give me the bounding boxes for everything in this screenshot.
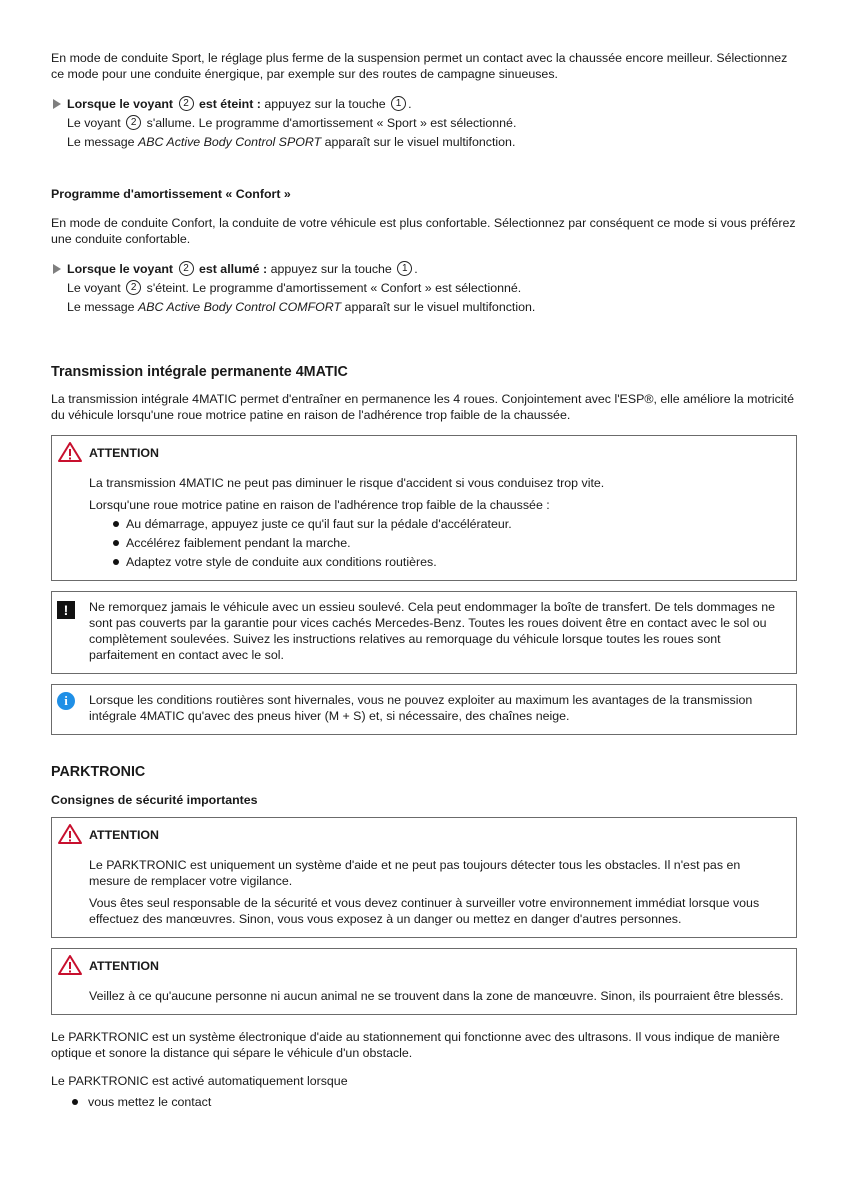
attention-box xyxy=(51,948,797,1015)
sport-result-2 xyxy=(51,134,797,150)
attention-title: ATTENTION xyxy=(89,828,159,842)
sport-intro: En mode de conduite Sport, le réglage plus ferme de la suspension permet un contact avec la chaussée encore meilleur. Sélectionnez ce mode pour une conduite énergique, par exemple sur des routes de campagne sinueuses. xyxy=(51,51,788,81)
exclamation-square-icon: ! xyxy=(57,601,75,619)
indicator-number-icon: 2 xyxy=(126,115,141,130)
attention-text: Vous êtes seul responsable de la sécurité et vous devez continuer à surveiller votre environnement immédiat lorsque vous effectuez des manœuvres. Sinon, vous vous exposez à un danger ou mettez en danger d'autres personnes. xyxy=(89,896,760,926)
matic-intro: La transmission intégrale 4MATIC permet d'entraîner en permanence les 4 roues. Conjointement avec l'ESP®, elle améliore la motricité du véhicule lorsqu'une roue motrice patine en raison de l'adhérence trop faible de la chaussée. xyxy=(51,392,794,422)
step-bold-text: est allumé : xyxy=(198,262,268,276)
bullet-icon xyxy=(72,1099,78,1105)
parktronic-heading: PARKTRONIC xyxy=(51,764,146,780)
bullet-icon xyxy=(113,521,119,527)
list-item xyxy=(89,516,784,532)
step-arrow-icon xyxy=(53,99,61,109)
indicator-number-icon: 2 xyxy=(179,261,194,276)
attention-text: Le PARKTRONIC est uniquement un système d'aide et ne peut pas toujours détecter tous les obstacles. Il n'est pas en mesure de remplacer votre vigilance. xyxy=(89,858,741,888)
display-message: ABC Active Body Control SPORT xyxy=(137,135,322,149)
step-bold-text: est éteint : xyxy=(198,97,261,111)
step-text: appuyez sur la touche xyxy=(264,97,386,111)
attention-box xyxy=(51,435,797,581)
info-circle-icon: i xyxy=(57,692,75,710)
step-arrow-icon xyxy=(53,264,61,274)
warning-triangle-icon xyxy=(57,954,83,976)
matic-heading: Transmission intégrale permanente 4MATIC xyxy=(51,364,348,380)
result-text: s'éteint. Le programme d'amortissement « Confort » est sélectionné. xyxy=(146,281,522,295)
result-text: s'allume. Le programme d'amortissement « Sport » est sélectionné. xyxy=(146,116,517,130)
result-text: Le voyant xyxy=(67,281,121,295)
parktronic-description: Le PARKTRONIC est un système électronique d'aide au stationnement qui fonctionne avec des ultrasons. Il vous indique de manière optique et sonore la distance qui sépare le véhicule d'un obstacle. xyxy=(51,1030,780,1060)
attention-box xyxy=(51,817,797,938)
sport-step xyxy=(51,96,797,112)
step-end: . xyxy=(414,262,418,276)
indicator-number-icon: 2 xyxy=(179,96,194,111)
parktronic-activation: Le PARKTRONIC est activé automatiquement lorsque xyxy=(51,1074,348,1088)
indicator-number-icon: 2 xyxy=(126,280,141,295)
step-bold-text: Lorsque le voyant xyxy=(67,97,174,111)
step-text: appuyez sur la touche xyxy=(270,262,392,276)
notice-box xyxy=(51,591,797,674)
result-text: apparaît sur le visuel multifonction. xyxy=(324,135,516,149)
attention-text: La transmission 4MATIC ne peut pas diminuer le risque d'accident si vous conduisez trop vite. xyxy=(89,476,605,490)
result-text: apparaît sur le visuel multifonction. xyxy=(344,300,536,314)
step-end: . xyxy=(408,97,412,111)
bullet-icon xyxy=(113,559,119,565)
result-text: Le message xyxy=(67,135,135,149)
info-text: Lorsque les conditions routières sont hivernales, vous ne pouvez exploiter au maximum les avantages de la transmission intégrale 4MATIC qu'avec des pneus hiver (M + S) et, si nécessaire, des chaînes neige. xyxy=(89,693,753,723)
step-bold-text: Lorsque le voyant xyxy=(67,262,174,276)
confort-heading: Programme d'amortissement « Confort » xyxy=(51,187,291,201)
attention-text: Lorsqu'une roue motrice patine en raison de l'adhérence trop faible de la chaussée : xyxy=(89,498,550,512)
display-message: ABC Active Body Control COMFORT xyxy=(137,300,342,314)
button-number-icon: 1 xyxy=(397,261,412,276)
list-item-text: Adaptez votre style de conduite aux conditions routières. xyxy=(126,555,437,569)
list-item xyxy=(51,1094,797,1110)
button-number-icon: 1 xyxy=(391,96,406,111)
confort-result-2 xyxy=(51,299,797,315)
list-item-text: vous mettez le contact xyxy=(88,1095,212,1109)
attention-title: ATTENTION xyxy=(89,959,159,973)
confort-step xyxy=(51,261,797,277)
warning-triangle-icon xyxy=(57,823,83,845)
manual-page xyxy=(51,50,797,1110)
warning-triangle-icon xyxy=(57,441,83,463)
confort-intro: En mode de conduite Confort, la conduite de votre véhicule est plus confortable. Sélectionnez par conséquent ce mode si vous préférez une conduite confortable. xyxy=(51,216,796,246)
attention-title: ATTENTION xyxy=(89,446,159,460)
attention-text: Veillez à ce qu'aucune personne ni aucun animal ne se trouvent dans la zone de manœuvre. Sinon, ils pourraient être blessés. xyxy=(89,989,784,1003)
parktronic-subheading: Consignes de sécurité importantes xyxy=(51,793,258,807)
confort-result-1 xyxy=(51,280,797,296)
notice-text: Ne remorquez jamais le véhicule avec un essieu soulevé. Cela peut endommager la boîte de transfert. De tels dommages ne sont pas couverts par la garantie pour vices cachés Mercedes-Benz. Toutes les roues doivent être en contact avec le sol ou complètement soulevées. Suivez les instructions relatives au remorquage du véhicule lorsque toutes les roues sont parfaitement en contact avec le sol. xyxy=(89,600,775,662)
list-item xyxy=(89,554,784,570)
info-box xyxy=(51,684,797,735)
result-text: Le voyant xyxy=(67,116,121,130)
sport-result-1 xyxy=(51,115,797,131)
list-item-text: Accélérez faiblement pendant la marche. xyxy=(126,536,351,550)
result-text: Le message xyxy=(67,300,135,314)
list-item xyxy=(89,535,784,551)
list-item-text: Au démarrage, appuyez juste ce qu'il faut sur la pédale d'accélérateur. xyxy=(126,517,512,531)
bullet-icon xyxy=(113,540,119,546)
